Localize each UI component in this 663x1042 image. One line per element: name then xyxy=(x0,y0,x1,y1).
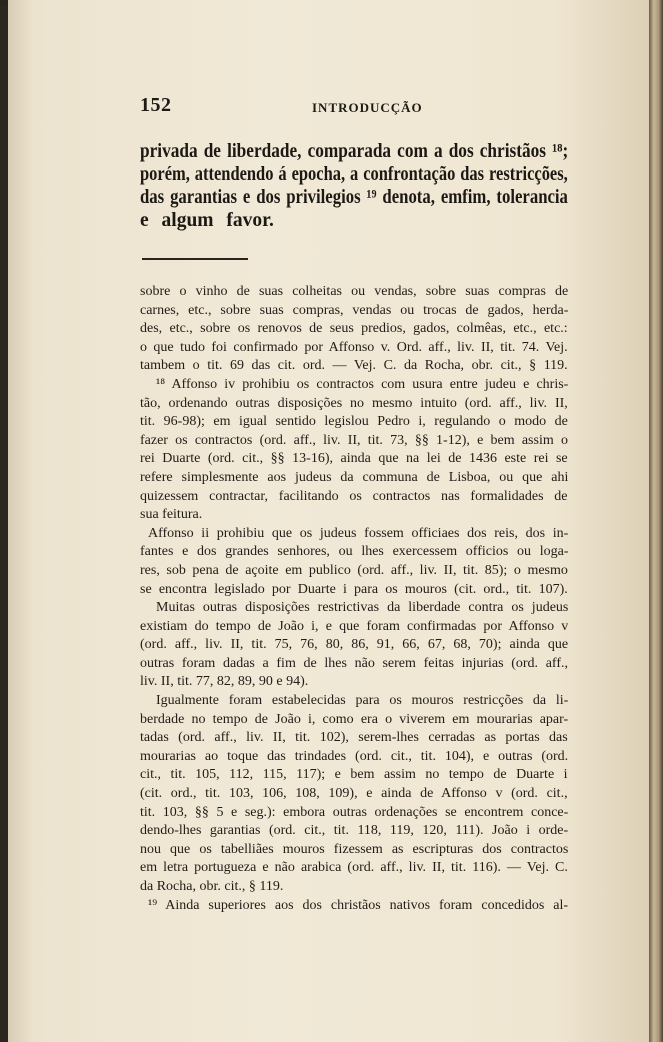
footnote-line: nou que os tabelliães mouros fizessem as escripturas dos contractos xyxy=(140,841,568,857)
footnote-line: liv. II, tit. 77, 82, 89, 90 e 94). xyxy=(140,674,309,690)
footnote-line: se encontra legislado por Duarte i para os mouros (cit. ord., tit. 107). xyxy=(140,581,568,597)
footnote-line: fantes e dos grandes senhores, ou lhes exercessem officios ou loga- xyxy=(140,544,568,560)
footnote-line: tão, ordenando outras disposições no mesmo intuito (ord. aff., liv. II, xyxy=(140,395,568,411)
footnote-line: quizessem contractar, facilitando os contractos nas formalidades de xyxy=(140,488,568,504)
footnote-line: Affonso ii prohibiu que os judeus fossem officiaes dos reis, dos in- xyxy=(148,525,568,541)
footnote-line: tadas (ord. aff., liv. II, tit. 102), serem-lhes cerradas as portas das xyxy=(140,730,568,746)
footnote-line: carnes, etc., sobre suas compras, vendas ou trocas de gados, herda- xyxy=(140,302,568,318)
footnote-line: tit. 96-98); em igual sentido legislou Pedro i, regulando o modo de xyxy=(140,414,568,430)
footnote-line: des, etc., sobre os renovos de seus predios, gados, colmêas, etc., etc.: xyxy=(140,321,568,337)
footnote-line: Igualmente foram estabelecidas para os mouros restricções da li- xyxy=(156,693,568,709)
footnote-line: sobre o vinho de suas colheitas ou vendas, sobre suas compras de xyxy=(140,284,568,299)
footnote-line: o que tudo foi confirmado por Affonso v. Ord. aff., liv. II, tit. 74. Vej. xyxy=(140,339,568,355)
footnote-line: tambem o tit. 69 das cit. ord. — Vej. C. da Rocha, obr. cit., § 119. xyxy=(140,358,568,374)
footnote-line: berdade no tempo de João i, como era o viverem em mourarias apar- xyxy=(140,711,568,727)
footnote-line: rei Duarte (ord. cit., §§ 13-16), ainda que na lei de 1436 este rei se xyxy=(140,451,568,467)
footnote-line: ¹⁹ Ainda superiores aos dos christãos nativos foram concedidos al- xyxy=(148,897,568,913)
main-text-line: privada de liberdade, comparada com a dos christãos ¹⁸; xyxy=(140,141,569,162)
page-header xyxy=(140,94,565,124)
footnote-line: tit. 103, §§ 5 e seg.): embora outras ordenações se encontrem conce- xyxy=(140,804,568,820)
footnote-line: outras foram dadas a fim de lhes não serem feitas injurias (ord. aff., xyxy=(140,655,568,671)
footnote-line: fazer os contractos (ord. aff., liv. II, tit. 73, §§ 1-12), e bem assim o xyxy=(140,432,568,448)
footnotes xyxy=(140,283,568,915)
main-text-line: e algum favor. xyxy=(140,210,274,231)
main-text-line: porém, attendendo á epocha, a confrontação das restricções, xyxy=(140,164,568,185)
footnote-line: (cit. ord., tit. 103, 106, 108, 109), e ainda de Affonso v (ord. cit., xyxy=(140,786,568,802)
footnote-line: res, sob pena de açoite em publico (ord. aff., liv. II, tit. 85); o mesmo xyxy=(140,562,568,578)
book-fore-edge xyxy=(649,0,663,1042)
footnote-line: ¹⁸ Affonso iv prohibiu os contractos com usura entre judeu e chris- xyxy=(156,376,568,392)
footnote-line: Muitas outras disposições restrictivas da liberdade contra os judeus xyxy=(156,600,568,616)
page-number: 152 xyxy=(140,94,172,116)
footnote-line: mourarias ao toque das trindades (ord. cit., tit. 104), e outras (ord. xyxy=(140,748,568,764)
main-text-line: das garantias e dos privilegios ¹⁹ denota, emfim, tolerancia xyxy=(140,187,568,208)
footnote-line: sua feitura. xyxy=(140,507,203,523)
footnote-line: cit., tit. 105, 112, 115, 117); e bem assim no tempo de Duarte i xyxy=(140,767,568,783)
footnote-line: existiam do tempo de João i, e que foram confirmadas por Affonso v xyxy=(140,618,568,634)
running-head: INTRODUCÇÃO xyxy=(312,100,423,115)
main-text xyxy=(140,140,568,232)
footnote-line: (ord. aff., liv. II, tit. 75, 76, 80, 86, 91, 66, 67, 68, 70); ainda que xyxy=(140,637,568,653)
footnote-line: dendo-lhes garantias (ord. cit., tit. 118, 119, 120, 111). João i orde- xyxy=(140,823,568,839)
footnote-line: da Rocha, obr. cit., § 119. xyxy=(140,879,284,894)
footnote-line: em letra portugueza e não arabica (ord. aff., liv. II, tit. 116). — Vej. C. xyxy=(140,860,568,876)
footnote-separator xyxy=(142,258,248,260)
footnote-line: refere simplesmente aos judeus da communa de Lisboa, ou que ahi xyxy=(140,469,568,485)
